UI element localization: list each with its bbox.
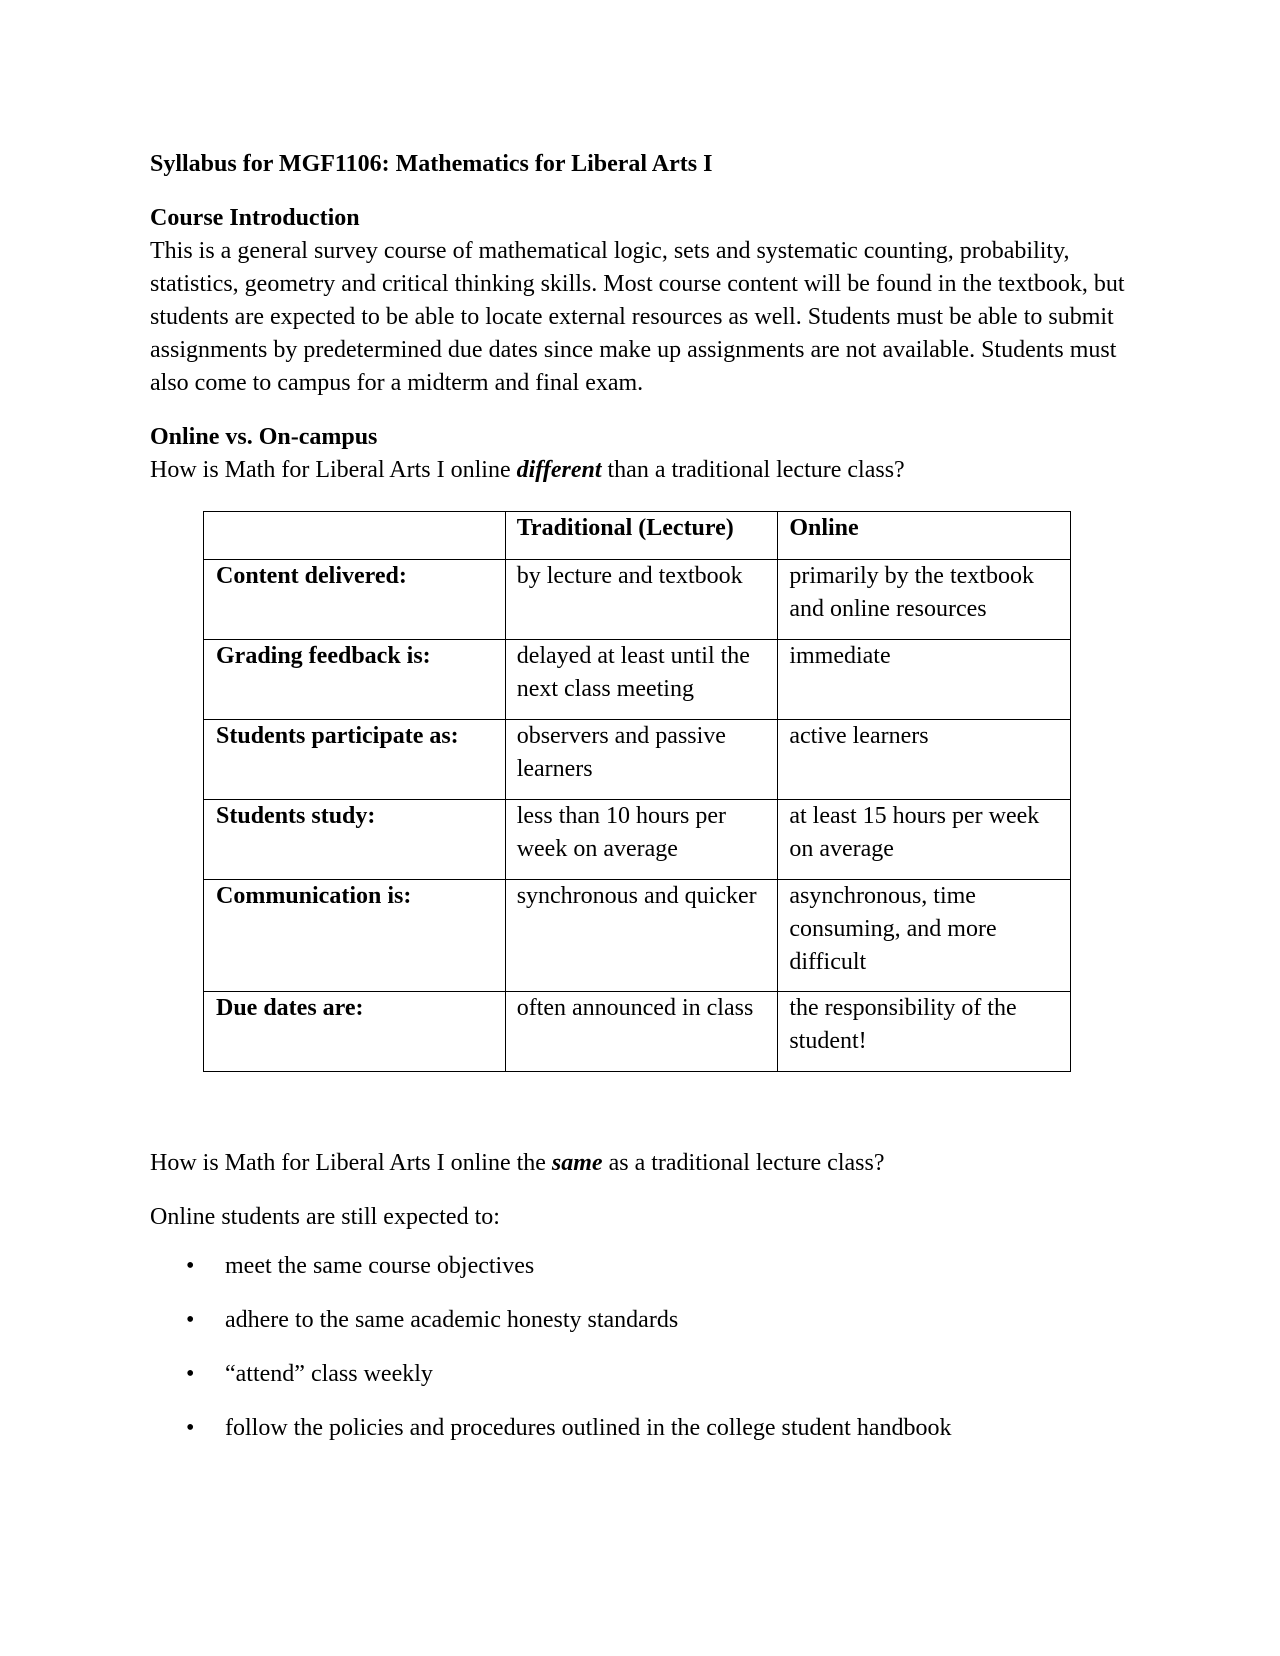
online-cell: the responsibility of the student! xyxy=(778,992,1071,1072)
same-question-before: How is Math for Liberal Arts I online the xyxy=(150,1150,552,1176)
comparison-table xyxy=(203,511,1071,1072)
online-cell: at least 15 hours per week on average xyxy=(778,800,1071,880)
traditional-cell: observers and passive learners xyxy=(505,720,778,800)
course-introduction-text: This is a general survey course of mathematical logic, sets and systematic counting, probability, statistics, geometry and critical thinking skills. Most course content will be found in the textbook, but students are expected to be able to locate external resources as well. Students must be able to submit assignments by predetermined due dates since make up assignments are not available. Students must also come to campus for a midterm and final exam. xyxy=(150,238,1125,396)
online-cell: primarily by the textbook and online resources xyxy=(778,560,1071,640)
list-item-text: follow the policies and procedures outlined in the college student handbook xyxy=(225,1415,952,1441)
online-cell: asynchronous, time consuming, and more difficult xyxy=(778,880,1071,992)
table-row xyxy=(204,880,1071,992)
list-item-text: meet the same course objectives xyxy=(225,1253,535,1279)
table-corner-cell xyxy=(204,512,506,560)
list-item xyxy=(150,1304,1150,1337)
column-header-traditional: Traditional (Lecture) xyxy=(505,512,778,560)
document-body xyxy=(150,148,1130,487)
list-item xyxy=(150,1358,1150,1391)
table-row xyxy=(204,560,1071,640)
row-label: Content delivered: xyxy=(204,560,506,640)
bullet-icon: • xyxy=(186,1307,195,1333)
difference-question-before: How is Math for Liberal Arts I online xyxy=(150,457,517,483)
traditional-cell: delayed at least until the next class meeting xyxy=(505,640,778,720)
traditional-cell: by lecture and textbook xyxy=(505,560,778,640)
syllabus-title: Syllabus for MGF1106: Mathematics for Liberal Arts I xyxy=(150,151,713,177)
traditional-cell: often announced in class xyxy=(505,992,778,1072)
similarities-section xyxy=(150,1147,1150,1466)
expectations-intro: Online students are still expected to: xyxy=(150,1204,500,1230)
list-item xyxy=(150,1250,1150,1283)
column-header-online: Online xyxy=(778,512,1071,560)
table-row xyxy=(204,640,1071,720)
table-row xyxy=(204,800,1071,880)
expectations-list xyxy=(150,1250,1150,1445)
difference-question-emphasis: different xyxy=(516,457,602,483)
same-question-after: as a traditional lecture class? xyxy=(602,1150,885,1176)
same-question xyxy=(150,1147,1150,1180)
same-question-emphasis: same xyxy=(551,1150,603,1176)
row-label: Grading feedback is: xyxy=(204,640,506,720)
traditional-cell: synchronous and quicker xyxy=(505,880,778,992)
table-header-row xyxy=(204,512,1071,560)
traditional-cell: less than 10 hours per week on average xyxy=(505,800,778,880)
row-label: Due dates are: xyxy=(204,992,506,1072)
list-item xyxy=(150,1412,1150,1445)
row-label: Students participate as: xyxy=(204,720,506,800)
online-cell: immediate xyxy=(778,640,1071,720)
bullet-icon: • xyxy=(186,1361,195,1387)
row-label: Students study: xyxy=(204,800,506,880)
table-row xyxy=(204,720,1071,800)
table-row xyxy=(204,992,1071,1072)
course-introduction-heading: Course Introduction xyxy=(150,205,360,231)
bullet-icon: • xyxy=(186,1415,195,1441)
bullet-icon: • xyxy=(186,1253,195,1279)
online-vs-oncampus-heading: Online vs. On-campus xyxy=(150,424,378,450)
list-item-text: “attend” class weekly xyxy=(225,1361,433,1387)
difference-question-after: than a traditional lecture class? xyxy=(601,457,905,483)
list-item-text: adhere to the same academic honesty standards xyxy=(225,1307,679,1333)
row-label: Communication is: xyxy=(204,880,506,992)
online-cell: active learners xyxy=(778,720,1071,800)
difference-question xyxy=(150,454,1130,487)
